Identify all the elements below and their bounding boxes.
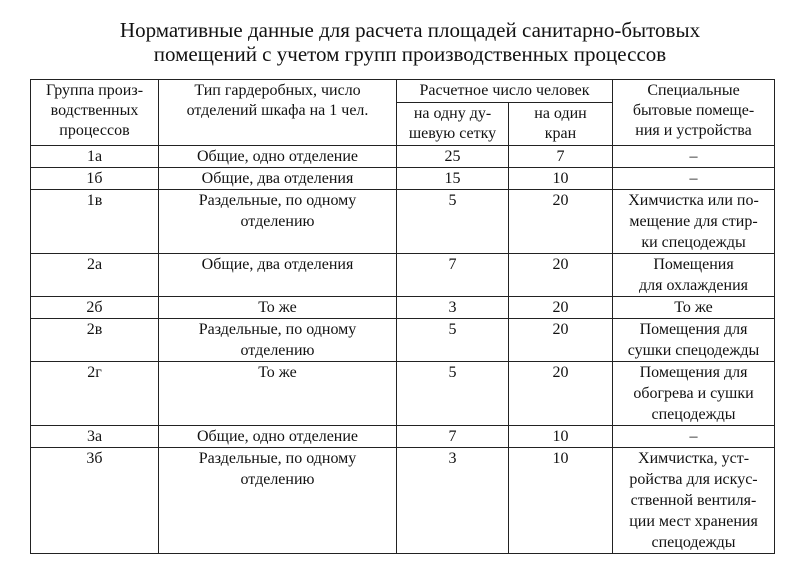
table-row: [31, 254, 775, 297]
cell-group: 3а: [31, 426, 159, 448]
cell-special: Помещения для сушки спецодежды: [613, 319, 775, 362]
cell-per-tap: 20: [509, 254, 613, 297]
cell-per-tap: 7: [509, 146, 613, 168]
table-row: [31, 190, 775, 254]
cell-special: –: [613, 168, 775, 190]
cell-per-shower: 5: [397, 190, 509, 254]
cell-special: –: [613, 146, 775, 168]
cell-special: То же: [613, 297, 775, 319]
cell-group: 3б: [31, 448, 159, 554]
cell-type: Общие, одно отделение: [159, 426, 397, 448]
page-title: [60, 18, 760, 66]
header-per-shower: на одну ду- шевую сетку: [397, 103, 509, 146]
cell-group: 2в: [31, 319, 159, 362]
cell-per-shower: 7: [397, 426, 509, 448]
cell-per-shower: 15: [397, 168, 509, 190]
table-row: [31, 146, 775, 168]
cell-per-shower: 5: [397, 362, 509, 426]
header-special: Специальные бытовые помеще- ния и устройства: [613, 80, 775, 146]
cell-per-tap: 10: [509, 168, 613, 190]
cell-per-tap: 20: [509, 362, 613, 426]
cell-group: 1а: [31, 146, 159, 168]
table-row: [31, 448, 775, 554]
cell-per-tap: 10: [509, 448, 613, 554]
title-line-2: помещений с учетом групп производственных процессов: [153, 42, 667, 66]
cell-group: 2б: [31, 297, 159, 319]
cell-per-tap: 20: [509, 190, 613, 254]
norms-table: [30, 79, 775, 554]
cell-type: Общие, одно отделение: [159, 146, 397, 168]
cell-group: 2а: [31, 254, 159, 297]
table-row: [31, 168, 775, 190]
cell-special: Помещения для обогрева и сушки спецодежды: [613, 362, 775, 426]
header-people: Расчетное число человек: [397, 80, 613, 103]
cell-special: Химчистка, уст- ройства для искус- ственной вентиля- ции мест хранения спецодежды: [613, 448, 775, 554]
cell-special: –: [613, 426, 775, 448]
cell-group: 2г: [31, 362, 159, 426]
cell-per-shower: 7: [397, 254, 509, 297]
header-per-tap: на один кран: [509, 103, 613, 146]
cell-type: Раздельные, по одному отделению: [159, 319, 397, 362]
table-row: [31, 426, 775, 448]
table-body: [31, 146, 775, 554]
table-row: [31, 319, 775, 362]
cell-per-shower: 3: [397, 297, 509, 319]
header-type: Тип гардеробных, число отделений шкафа на 1 чел.: [159, 80, 397, 146]
cell-per-tap: 20: [509, 297, 613, 319]
cell-type: То же: [159, 297, 397, 319]
cell-per-shower: 3: [397, 448, 509, 554]
cell-per-tap: 10: [509, 426, 613, 448]
cell-per-tap: 20: [509, 319, 613, 362]
table-row: [31, 362, 775, 426]
cell-group: 1б: [31, 168, 159, 190]
cell-group: 1в: [31, 190, 159, 254]
cell-per-shower: 5: [397, 319, 509, 362]
table-row: [31, 297, 775, 319]
cell-special: Помещения для охлаждения: [613, 254, 775, 297]
header-group: Группа произ- водственных процессов: [31, 80, 159, 146]
title-line-1: Нормативные данные для расчета площадей санитарно-бытовых: [119, 18, 701, 42]
cell-type: Раздельные, по одному отделению: [159, 448, 397, 554]
cell-per-shower: 25: [397, 146, 509, 168]
cell-type: Общие, два отделения: [159, 254, 397, 297]
cell-type: То же: [159, 362, 397, 426]
cell-special: Химчистка или по- мещение для стир- ки спецодежды: [613, 190, 775, 254]
cell-type: Общие, два отделения: [159, 168, 397, 190]
cell-type: Раздельные, по одному отделению: [159, 190, 397, 254]
